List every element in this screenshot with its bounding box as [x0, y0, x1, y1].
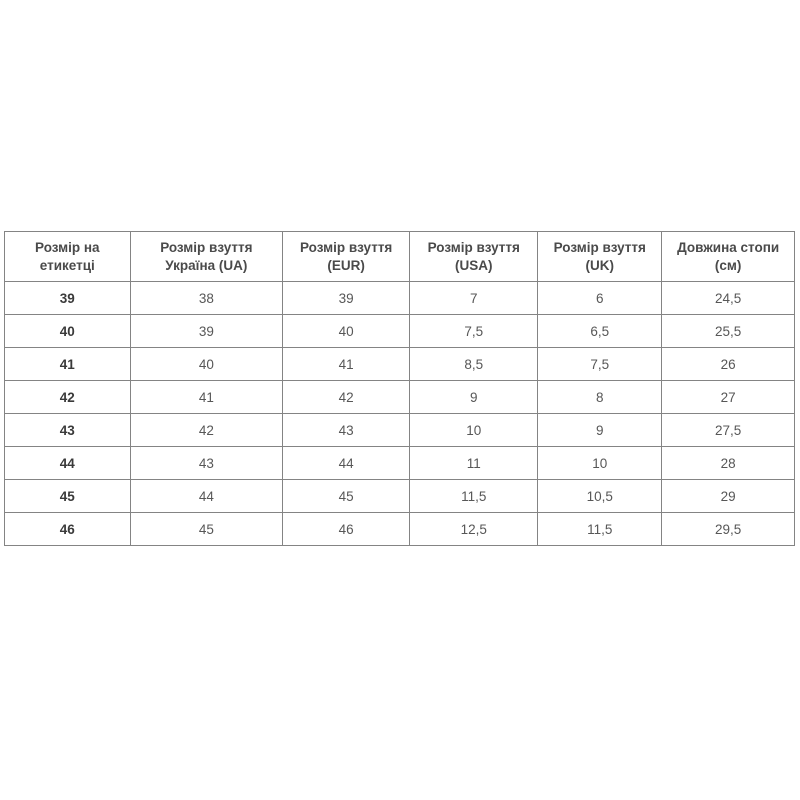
- data-cell: 39: [130, 315, 282, 348]
- data-cell: 8,5: [410, 348, 538, 381]
- table-row: [5, 480, 795, 513]
- data-cell: 27,5: [662, 414, 795, 447]
- data-cell: 10: [538, 447, 662, 480]
- data-cell: 28: [662, 447, 795, 480]
- data-cell: 29: [662, 480, 795, 513]
- data-cell: 43: [130, 447, 282, 480]
- data-cell: 9: [410, 381, 538, 414]
- row-label-cell: 45: [5, 480, 131, 513]
- row-label-cell: 39: [5, 282, 131, 315]
- data-cell: 12,5: [410, 513, 538, 546]
- data-cell: 27: [662, 381, 795, 414]
- data-cell: 42: [130, 414, 282, 447]
- header-cell: Розмір взуття (UK): [538, 232, 662, 282]
- data-cell: 24,5: [662, 282, 795, 315]
- data-cell: 40: [283, 315, 410, 348]
- data-cell: 41: [130, 381, 282, 414]
- table-header: [5, 232, 795, 282]
- size-conversion-table: [4, 231, 795, 546]
- row-label-cell: 46: [5, 513, 131, 546]
- size-conversion-table-container: [4, 231, 795, 546]
- row-label-cell: 42: [5, 381, 131, 414]
- data-cell: 25,5: [662, 315, 795, 348]
- data-cell: 42: [283, 381, 410, 414]
- data-cell: 46: [283, 513, 410, 546]
- data-cell: 10,5: [538, 480, 662, 513]
- row-label-cell: 43: [5, 414, 131, 447]
- header-cell: Розмір взуття (EUR): [283, 232, 410, 282]
- header-cell: Розмір на етикетці: [5, 232, 131, 282]
- table-row: [5, 348, 795, 381]
- data-cell: 44: [130, 480, 282, 513]
- table-row: [5, 282, 795, 315]
- data-cell: 45: [283, 480, 410, 513]
- data-cell: 10: [410, 414, 538, 447]
- table-row: [5, 447, 795, 480]
- header-cell: Розмір взуття (USA): [410, 232, 538, 282]
- table-row: [5, 381, 795, 414]
- data-cell: 41: [283, 348, 410, 381]
- data-cell: 11,5: [538, 513, 662, 546]
- data-cell: 6: [538, 282, 662, 315]
- data-cell: 7: [410, 282, 538, 315]
- row-label-cell: 44: [5, 447, 131, 480]
- data-cell: 29,5: [662, 513, 795, 546]
- data-cell: 11,5: [410, 480, 538, 513]
- row-label-cell: 41: [5, 348, 131, 381]
- table-row: [5, 414, 795, 447]
- data-cell: 44: [283, 447, 410, 480]
- data-cell: 38: [130, 282, 282, 315]
- data-cell: 7,5: [410, 315, 538, 348]
- data-cell: 11: [410, 447, 538, 480]
- header-row: [5, 232, 795, 282]
- data-cell: 9: [538, 414, 662, 447]
- table-body: [5, 282, 795, 546]
- data-cell: 40: [130, 348, 282, 381]
- header-cell: Розмір взуття Україна (UA): [130, 232, 282, 282]
- data-cell: 39: [283, 282, 410, 315]
- table-row: [5, 315, 795, 348]
- data-cell: 26: [662, 348, 795, 381]
- header-cell: Довжина стопи (см): [662, 232, 795, 282]
- data-cell: 6,5: [538, 315, 662, 348]
- table-row: [5, 513, 795, 546]
- data-cell: 7,5: [538, 348, 662, 381]
- data-cell: 43: [283, 414, 410, 447]
- row-label-cell: 40: [5, 315, 131, 348]
- data-cell: 8: [538, 381, 662, 414]
- data-cell: 45: [130, 513, 282, 546]
